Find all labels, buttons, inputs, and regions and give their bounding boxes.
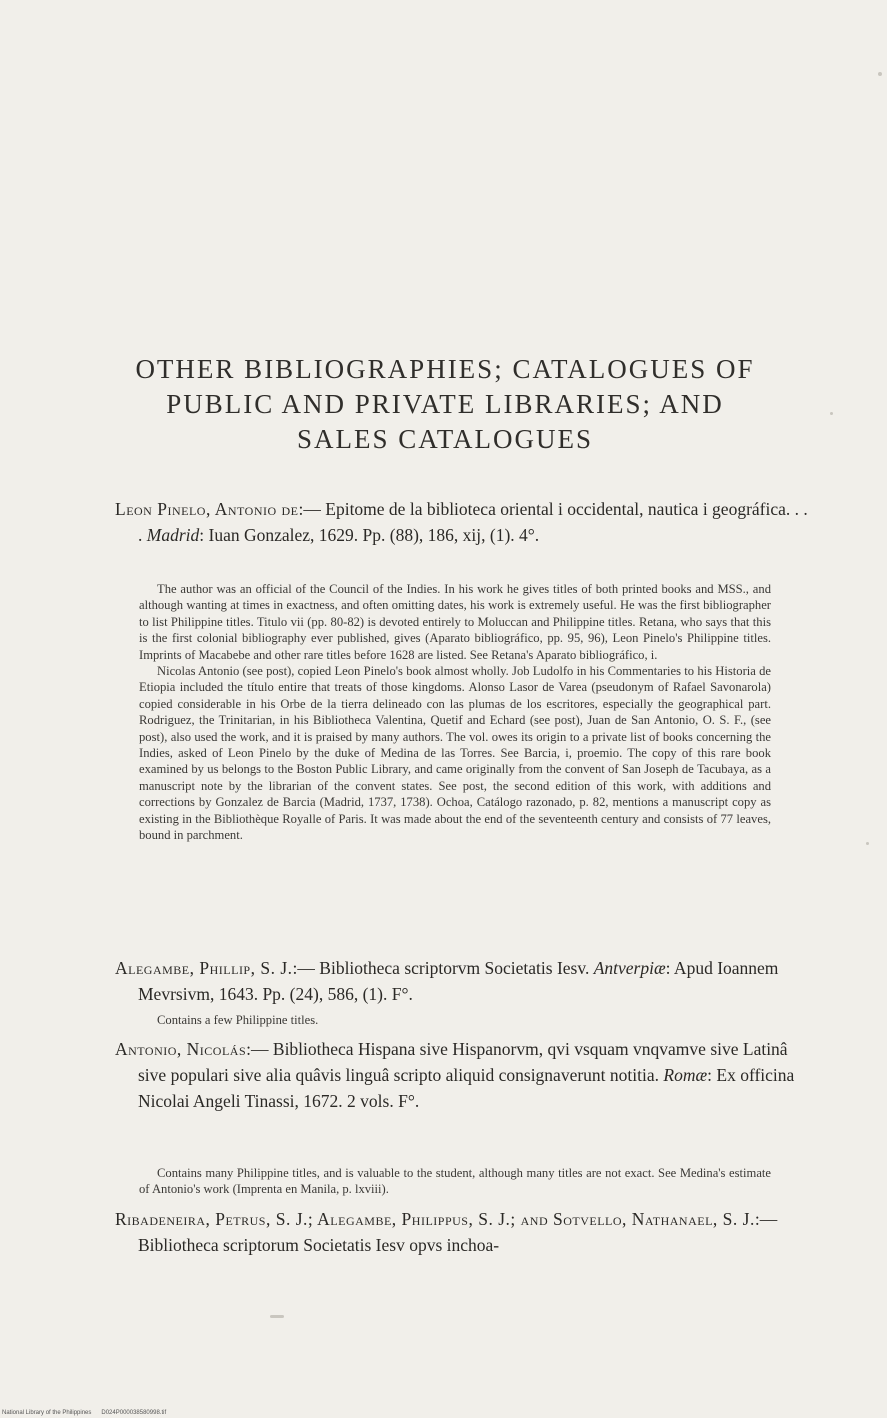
entry-leon-pinelo bbox=[115, 496, 808, 548]
section-heading bbox=[100, 352, 790, 457]
entry-sep: :— bbox=[754, 1209, 778, 1229]
note-paragraph: The author was an official of the Council of the Indies. In his work he gives titles of both printed books and MSS., and although wanting at times in exactness, and often omitting dates, his work is extremely useful. He was the first bibliographer to list Philippine titles. Titulo vii (pp. 80-82) is devoted entirely to Moluccan and Philippine titles. Retana, who says that this is the first colonial bibliography ever published, gives (Aparato bibliográfico, pp. 95, 96), Leon Pinelo's Philippine titles. Imprints of Macabebe and other rare titles before 1628 are listed. See Retana's Aparato bibliográfico, i. bbox=[139, 582, 771, 662]
heading-line-2: PUBLIC AND PRIVATE LIBRARIES; AND bbox=[166, 389, 724, 419]
entry-ribadeneira bbox=[115, 1206, 808, 1258]
entry-author: Leon Pinelo, Antonio de bbox=[115, 499, 299, 519]
heading-line-3: SALES CATALOGUES bbox=[296, 424, 594, 454]
entry-title: Bibliotheca scriptorum Societatis Iesv opvs inchoa- bbox=[138, 1235, 500, 1255]
footer-code: D024P000038580998.tif bbox=[101, 1410, 167, 1416]
note-paragraph: Nicolas Antonio (see post), copied Leon Pinelo's book almost wholly. Job Ludolfo in his Commentaries to his Historia de Etiopia included the título entire that treats of those kingdoms. Alonso Lasor de Varea (pseudonym of Rafael Savonarola) copied considerable in his Orbe de la tierra delineado con las plumas de los escritores, especially the geographical part. Rodriguez, the Trinitarian, in his Bibliotheca Valentina, Quetif and Echard (see post), Juan de San Antonio, O. S. F., (see post), also used the work, and it is praised by many authors. The vol. owes its origin to a private list of books concerning the Indies, asked of Leon Pinelo by the duke of Medina de las Torres. See Barcia, i, proemio. The copy of this rare book examined by us belongs to the Boston Public Library, and came originally from the convent of San Joseph de Tacubaya, as a manuscript note by the librarian of the convent states. See post, the second edition of this work, with additions and corrections by Gonzalez de Barcia (Madrid, 1737, 1738). Ochoa, Catálogo razonado, p. 82, mentions a manuscript copy as existing in the Bibliothèque Royalle of Paris. It was made about the end of the seventeenth century and consists of 77 leaves, bound in parchment. bbox=[139, 664, 771, 843]
heading-line-1: OTHER BIBLIOGRAPHIES; CATALOGUES OF bbox=[135, 354, 755, 384]
scan-footer bbox=[2, 1410, 176, 1416]
entry-alegambe bbox=[115, 955, 808, 1007]
entry-author: Antonio, Nicolás bbox=[115, 1039, 247, 1059]
entry-publisher: : Ex officina Nicolai Angeli Tinassi, 1672. 2 vols. F°. bbox=[138, 1065, 795, 1111]
entry-place: Antverpiæ bbox=[593, 958, 666, 978]
entry-sep: :— bbox=[246, 1039, 269, 1059]
entry-title: Epitome de la biblioteca oriental i occidental, nautica i geográfica. . . . bbox=[138, 499, 808, 545]
entry-publisher: : Iuan Gonzalez, 1629. Pp. (88), 186, xij, (1). 4°. bbox=[199, 525, 540, 545]
paper-speck bbox=[830, 412, 833, 415]
paper-speck bbox=[866, 842, 869, 845]
entry-author: Alegambe, Phillip, S. J. bbox=[115, 958, 293, 978]
entry-place: Madrid bbox=[146, 525, 200, 545]
entry-title: Bibliotheca scriptorvm Societatis Iesv. bbox=[314, 958, 594, 978]
entry-title: Bibliotheca Hispana sive Hispanorvm, qvi vsquam vnqvamve sive Latinâ sive populari sive alia quâvis linguâ scripto aliquid consignaverunt notitia. bbox=[138, 1039, 788, 1085]
entry-sep: :— bbox=[298, 499, 321, 519]
entry-publisher: : Apud Ioannem Mevrsivm, 1643. Pp. (24), 586, (1). F°. bbox=[138, 958, 779, 1004]
entry-note: Contains a few Philippine titles. bbox=[157, 1013, 319, 1027]
paper-speck bbox=[878, 72, 882, 76]
entry-note: Contains many Philippine titles, and is valuable to the student, although many titles are not exact. See Medina's estimate of Antonio's work (Imprenta en Manila, p. lxviii). bbox=[139, 1166, 771, 1197]
footer-library: National Library of the Philippines bbox=[2, 1410, 92, 1416]
entry-note bbox=[139, 581, 771, 844]
entry-author: Ribadeneira, Petrus, S. J.; Alegambe, Philippus, S. J.; and Sotvello, Nathanael, S. J. bbox=[115, 1209, 755, 1229]
entry-place: Romæ bbox=[663, 1065, 708, 1085]
paper-speck bbox=[270, 1315, 284, 1318]
entry-sep: :— bbox=[292, 958, 315, 978]
entry-antonio bbox=[115, 1036, 808, 1114]
